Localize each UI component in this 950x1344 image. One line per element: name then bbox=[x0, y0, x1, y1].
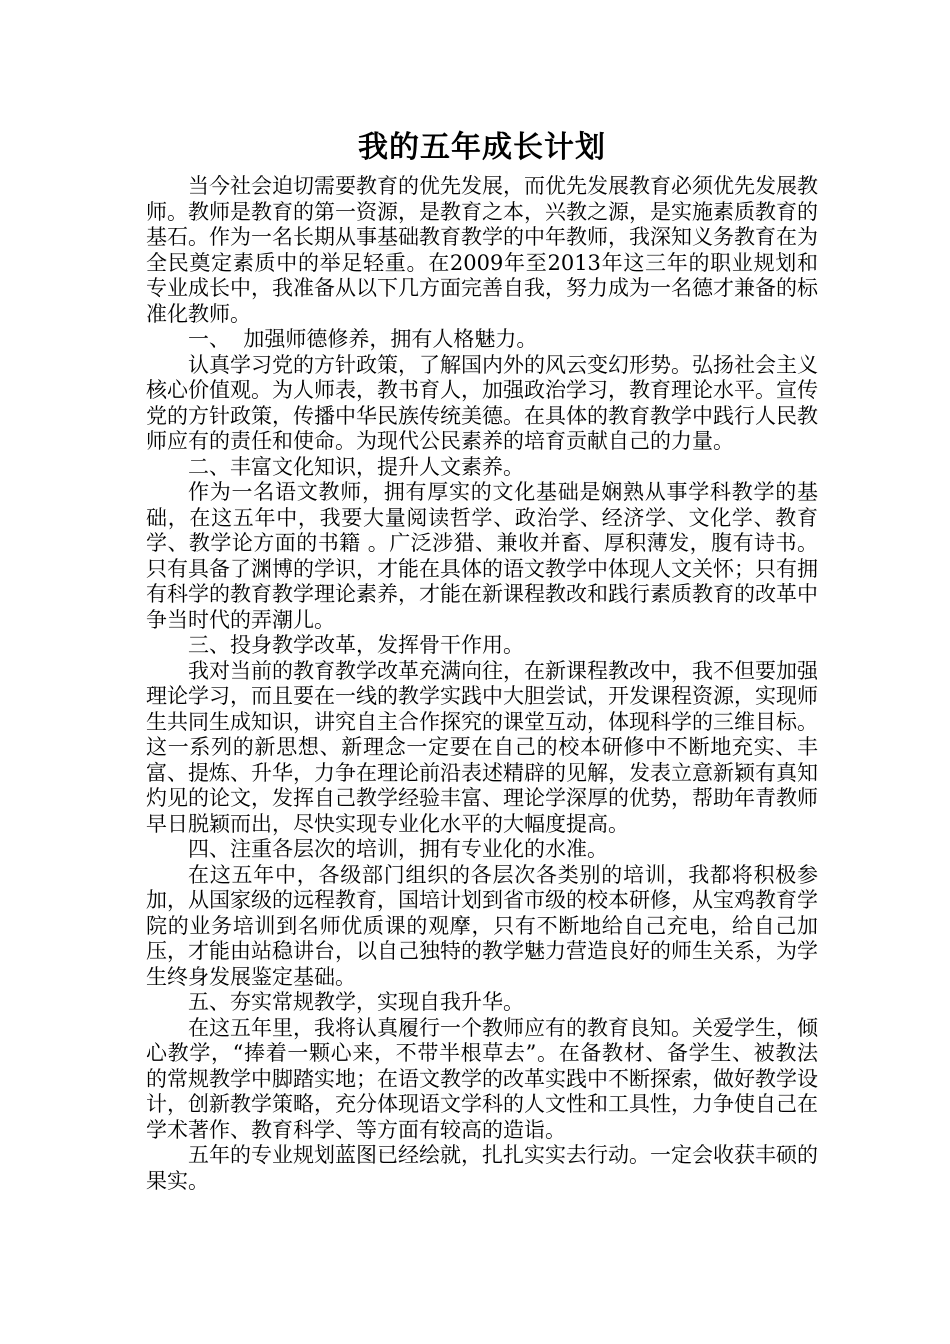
section-heading-1: 一、 加强师德修养，拥有人格魅力。 bbox=[188, 327, 538, 351]
section-heading-4: 四、注重各层次的培训，拥有专业化的水准。 bbox=[188, 837, 608, 861]
section-body-3: 我对当前的教育教学改革充满向往，在新课程教改中，我不但要加强理论学习，而且要在一线的教学实践中大胆尝试，开发课程资源，实现师生共同生成知识，讲究自主合作探究的课堂互动，体现科学的三维目标。这一系列的新思想、新理念一定要在自己的校本研修中不断地充实、丰富、提炼、升华，力争在理论前沿表述精辟的见解，发表立意新颖有真知灼见的论文，发挥自己教学经验丰富、理论学深厚的优势，帮助年青教师早日脱颖而出，尽快实现专业化水平的大幅度提高。 bbox=[146, 658, 818, 836]
document-page bbox=[146, 126, 818, 1194]
conclusion-paragraph: 五年的专业规划蓝图已经绘就，扎扎实实去行动。一定会收获丰硕的果实。 bbox=[146, 1143, 818, 1193]
section-body-5: 在这五年里，我将认真履行一个教师应有的教育良知。关爱学生，倾心教学，“捧着一颗心来，不带半根草去”。在备教材、备学生、被教法的常规教学中脚踏实地；在语文教学的改革实践中不断探索，做好教学设计，创新教学策略，充分体现语文学科的人文性和工具性，力争使自己在学术著作、教育科学、等方面有较高的造诣。 bbox=[146, 1015, 818, 1142]
document-title: 我的五年成长计划 bbox=[358, 130, 606, 165]
section-heading-2: 二、丰富文化知识，提升人文素养。 bbox=[188, 454, 524, 479]
section-body-2: 作为一名语文教师，拥有厚实的文化基础是娴熟从事学科教学的基础，在这五年中，我要大量阅读哲学、政治学、经济学、文化学、教育学、教学论方面的书籍 。广泛涉猎、兼收并畜、厚积薄发，腹有诗书。只有具备了渊博的学识，才能在具体的语文教学中体现人文关怀；只有拥有科学的教育教学理论素养，才能在新课程教改和践行素质教育的改革中争当时代的弄潮儿。 bbox=[146, 480, 818, 632]
intro-paragraph: 当今社会迫切需要教育的优先发展，而优先发展教育必须优先发展教师。教师是教育的第一资源，是教育之本，兴教之源，是实施素质教育的基石。作为一名长期从事基础教育教学的中年教师，我深知义务教育在为全民奠定素质中的举足轻重。在2009年至2013年这三年的职业规划和专业成长中，我准备从以下几方面完善自我，努力成为一名德才兼备的标准化教师。 bbox=[146, 174, 818, 326]
section-heading-3: 三、投身教学改革，发挥骨干作用。 bbox=[188, 633, 524, 657]
section-heading-5: 五、夯实常规教学，实现自我升华。 bbox=[188, 990, 524, 1014]
section-body-1: 认真学习党的方针政策，了解国内外的风云变幻形势。弘扬社会主义核心价值观。为人师表，教书育人，加强政治学习，教育理论水平。宣传党的方针政策，传播中华民族传统美德。在具体的教育教学中践行人民教师应有的责任和使命。为现代公民素养的培育贡献自己的力量。 bbox=[146, 352, 818, 453]
section-body-4: 在这五年中，各级部门组织的各层次各类别的培训，我都将积极参加，从国家级的远程教育，国培计划到省市级的校本研修，从宝鸡教育学院的业务培训到名师优质课的观摩，只有不断地给自己充电，给自己加压，才能由站稳讲台，以自己独特的教学魅力营造良好的师生关系，为学生终身发展鉴定基础。 bbox=[146, 862, 818, 989]
